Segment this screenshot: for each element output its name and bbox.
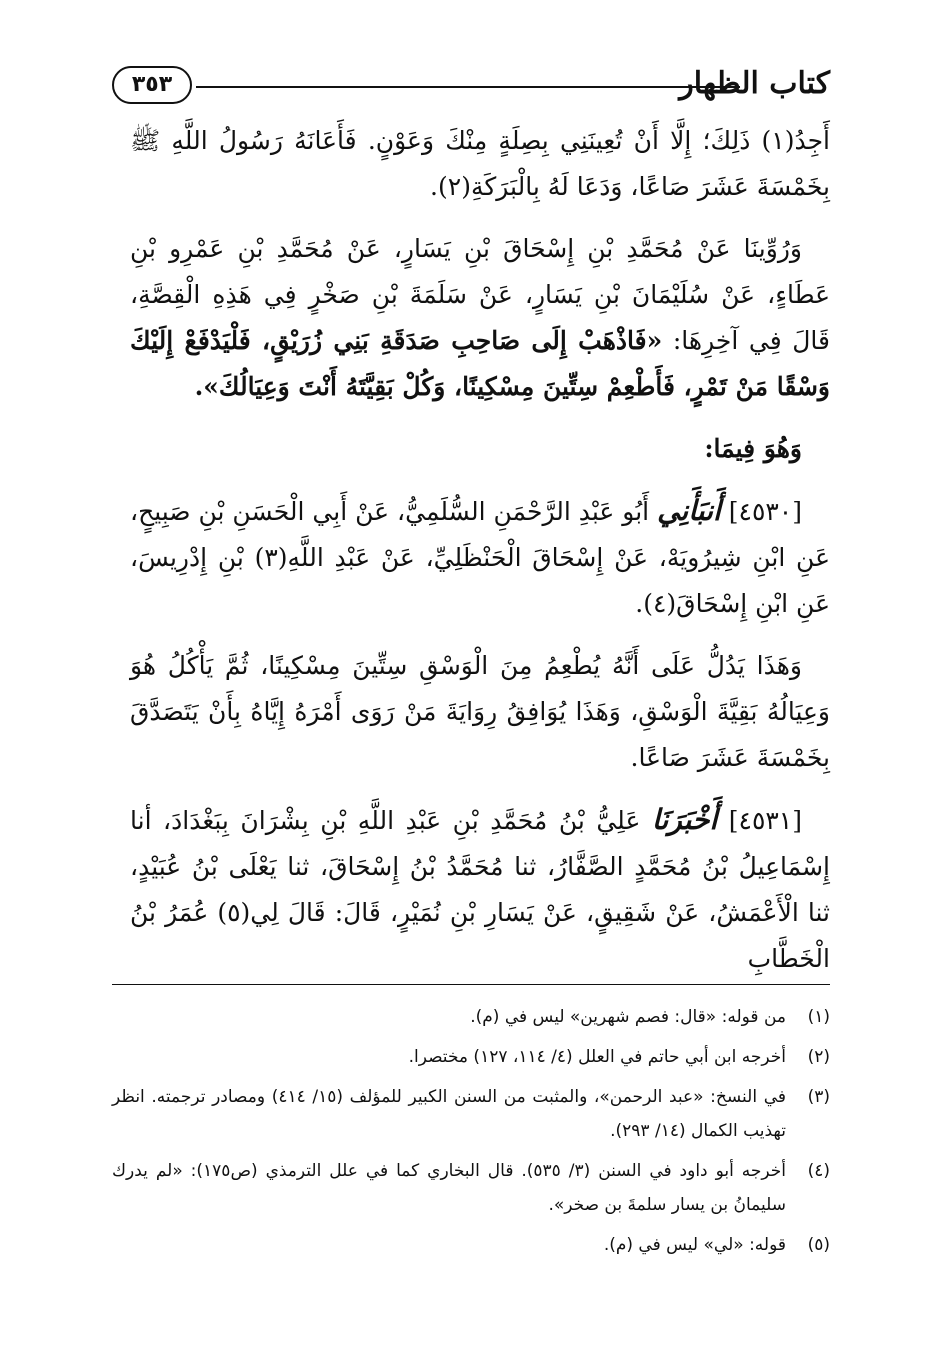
footnote-number: (٣): [807, 1087, 830, 1107]
header-rule: [196, 86, 740, 88]
footnote-text: في النسخ: «عبد الرحمن»، والمثبت من السنن الكبير للمؤلف (١٥/ ٤١٤) ومصادر ترجمته. انظر تهذيب الكمال (١٤/ ٢٩٣).: [112, 1087, 786, 1141]
paragraph-2-intro: وَرُوِّينَا عَنْ مُحَمَّدِ بْنِ إِسْحَاقَ بْنِ يَسَارٍ، عَنْ مُحَمَّدِ بْنِ عَمْرِو بْنِ عَطَاءٍ، عَنْ سُلَيْمَانَ بْنِ يَسَارٍ، عَنْ سَلَمَةَ بْنِ صَخْرٍ فِي هَذِهِ الْقِصَّةِ، قَالَ فِي آخِرِهَا:: [130, 234, 830, 355]
paragraph-5: وَهَذَا يَدُلُّ عَلَى أَنَّهُ يُطْعِمُ مِنَ الْوَسْقِ سِتِّينَ مِسْكِينًا، ثُمَّ يَأْكُلُ هُوَ وَعِيَالُهُ بَقِيَّةَ الْوَسْقِ، وَهَذَا يُوَافِقُ رِوَايَةَ مَنْ رَوَى أَمْرَهُ إِيَّاهُ بِأَنْ يَتَصَدَّقَ بِخَمْسَةَ عَشَرَ صَاعًا.: [130, 651, 830, 772]
page-header: [112, 62, 830, 110]
footnote: [112, 1080, 830, 1148]
footnote-text: قوله: «لي» ليس في (م).: [603, 1235, 786, 1255]
chapter-title: كتاب الظهار: [679, 66, 830, 101]
hadith-number: [٤٥٣١]: [728, 806, 802, 835]
paragraph-3: وَهُوَ فِيمَا:: [704, 434, 802, 463]
footnote-text: من قوله: «قال: فصم شهرين» ليس في (م).: [470, 1007, 786, 1027]
narration-label: أَنبَأَنِي: [657, 494, 721, 527]
footnotes: [112, 1000, 830, 1268]
paragraph-1: أَجِدُ(١) ذَلِكَ؛ إِلَّا أَنْ تُعِينَنِي بِصِلَةٍ مِنْكَ وَعَوْنٍ. فَأَعَانَهُ رَسُولُ اللَّهِ ﷺ بِخَمْسَةَ عَشَرَ صَاعًا، وَدَعَا لَهُ بِالْبَرَكَةِ(٢).: [130, 126, 830, 201]
footnote: [112, 1228, 830, 1262]
isnad-text: عَلِيُّ بْنُ مُحَمَّدِ بْنِ عَبْدِ اللَّهِ بْنِ بِشْرَانَ بِبَغْدَادَ، أنا إِسْمَاعِيلُ بْنُ مُحَمَّدٍ الصَّفَّارُ، ثنا مُحَمَّدُ بْنُ إِسْحَاقَ، ثنا يَعْلَى بْنُ عُبَيْدٍ، ثنا الْأَعْمَشُ، عَنْ شَقِيقٍ، عَنْ يَسَارِ بْنِ نُمَيْرٍ، قَالَ: قَالَ لِي(٥) عُمَرُ بْنُ الْخَطَّابِ: [130, 806, 830, 973]
isnad-text: أَبُو عَبْدِ الرَّحْمَنِ السُّلَمِيُّ، عَنْ أَبِي الْحَسَنِ بْنِ صَبِيحٍ، عَنِ ابْنِ شِيرُويَهْ، عَنْ إِسْحَاقَ الْحَنْظَلِيِّ، عَنْ عَبْدِ اللَّهِ(٣) بْنِ إِدْرِيسَ، عَنِ ابْنِ إِسْحَاقَ(٤).: [130, 497, 831, 618]
footnote: [112, 1000, 830, 1034]
footnote: [112, 1154, 830, 1222]
hadith-quote: «فَاذْهَبْ إِلَى صَاحِبِ صَدَقَةِ بَنِي زُرَيْقٍ، فَلْيَدْفَعْ إِلَيْكَ وَسْقًا مَنْ تَمْرٍ، فَأَطْعِمْ سِتِّينَ مِسْكِينًا، وَكُلْ بَقِيَّتَهُ أَنْتَ وَعِيَالُكَ».: [130, 326, 830, 401]
footnote-number: (٢): [807, 1047, 830, 1067]
hadith-4531: [130, 797, 830, 982]
main-text: [130, 118, 830, 998]
page-number: ٣٥٣: [112, 66, 192, 104]
paragraph-2: [130, 226, 830, 410]
hadith-4530: [130, 488, 830, 627]
footnote-number: (٤): [807, 1161, 830, 1181]
footnote-number: (٥): [807, 1235, 830, 1255]
footnote-text: أخرجه أبو داود في السنن (٣/ ٥٣٥). قال البخاري كما في علل الترمذي (ص١٧٥): «لم يدرك سليمانُ بن يسار سلمةَ بن صخر».: [112, 1161, 786, 1215]
footnote: [112, 1040, 830, 1074]
footnote-number: (١): [807, 1007, 830, 1027]
footnote-separator: [112, 984, 830, 985]
narration-label: أَخْبَرَنَا: [651, 803, 718, 836]
hadith-number: [٤٥٣٠]: [728, 497, 802, 526]
footnote-text: أخرجه ابن أبي حاتم في العلل (٤/ ١١٤، ١٢٧) مختصرا.: [408, 1047, 786, 1067]
